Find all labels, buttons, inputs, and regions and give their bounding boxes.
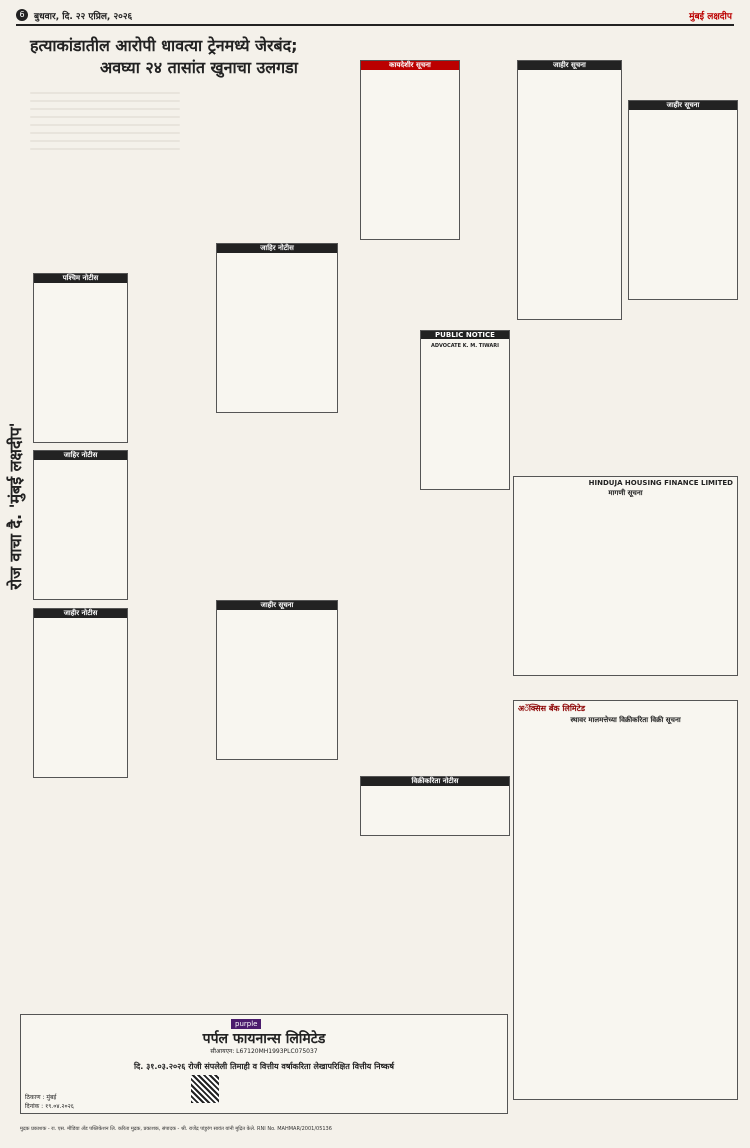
purple-name: पर्पल फायनान्स लिमिटेड (202, 1031, 326, 1047)
purple-logo: purple (231, 1019, 261, 1029)
headline (30, 34, 350, 78)
page-number: 6 (16, 9, 28, 21)
public-notice-far-right (628, 100, 738, 300)
hinduja-notice (513, 476, 738, 676)
public-notice-right (517, 60, 622, 320)
purple-results: दि. ३१.०३.२०२६ रोजी संपलेली तिमाही व वित्तीय वर्षाकरिता लेखापरिक्षित वित्तीय निष्कर्ष (133, 1062, 395, 1071)
purple-cin: सीआयएन: L67120MH1993PLC075037 (210, 1048, 318, 1055)
advocate-name: ADVOCATE K. M. TIWARI (430, 343, 500, 349)
header-date: बुधवार, दि. २२ एप्रिल, २०२६ (34, 12, 133, 22)
public-notice-en (420, 330, 510, 490)
headline-line2: अवघ्या २४ तासांत खुनाचा उलगडा (100, 58, 298, 77)
axis-bank-subtitle: स्थावर मालमत्तेच्या विक्रीकरिता विक्री सूचना (570, 716, 681, 724)
purple-date: दिनांक : १९.०४.२०२६ (25, 1103, 74, 1110)
side-banner-text: रोज वाचा दै. 'मुंबई लक्षदीप' (6, 422, 25, 590)
section-name: मुंबई लक्षदीप (689, 12, 732, 22)
notice-left-3 (33, 608, 128, 778)
hinduja-name: HINDUJA HOUSING FINANCE LIMITED (588, 479, 733, 487)
public-notice-right-title: जाहीर सूचना (518, 61, 621, 70)
public-notice-mid (216, 243, 338, 413)
axis-bank-notice (513, 700, 738, 1100)
western-notice (33, 273, 128, 443)
western-notice-title: पश्चिम नोटीस (34, 274, 127, 283)
article-body (30, 88, 348, 202)
page-header (16, 8, 734, 26)
public-notice-mid-3 (216, 600, 338, 760)
sale-notice (360, 776, 510, 836)
purple-place: ठिकाण : मुंबई (25, 1094, 57, 1101)
public-notice-en-title: PUBLIC NOTICE (421, 331, 509, 339)
legal-notice-title: कायदेशीर सूचना (361, 61, 459, 70)
notice-left-2 (33, 450, 128, 600)
notice-left-3-title: जाहीर नोटीस (34, 609, 127, 618)
purple-finance-ad (20, 1014, 508, 1114)
legal-notice (360, 60, 460, 240)
public-notice-mid-title: जाहिर नोटीस (217, 244, 337, 253)
footer-print-line: मुद्रक प्रकाशक - रा. एस. मीडिया अँड पब्लिकेशन लि. करिता मुद्रक, प्रकाशक, संपादक - श्री. राजेंद्र पांडुरंग सावंत यांनी मुद्रित केले. RNI No. MAHMAR/2001/05136 (20, 1126, 332, 1132)
side-banner (0, 330, 30, 690)
hinduja-subtitle: मागणी सूचना (608, 489, 643, 497)
axis-bank-name: अॅक्सिस बँक लिमिटेड (518, 704, 586, 713)
sale-notice-title: विक्रीकरिता नोटीस (361, 777, 509, 786)
public-notice-far-right-title: जाहीर सूचना (629, 101, 737, 110)
qr-code-icon (191, 1075, 219, 1103)
notice-left-2-title: जाहिर नोटीस (34, 451, 127, 460)
public-notice-mid-3-title: जाहीर सूचना (217, 601, 337, 610)
headline-line1: हत्याकांडातील आरोपी धावत्या ट्रेनमध्ये जेरबंद; (30, 36, 298, 55)
